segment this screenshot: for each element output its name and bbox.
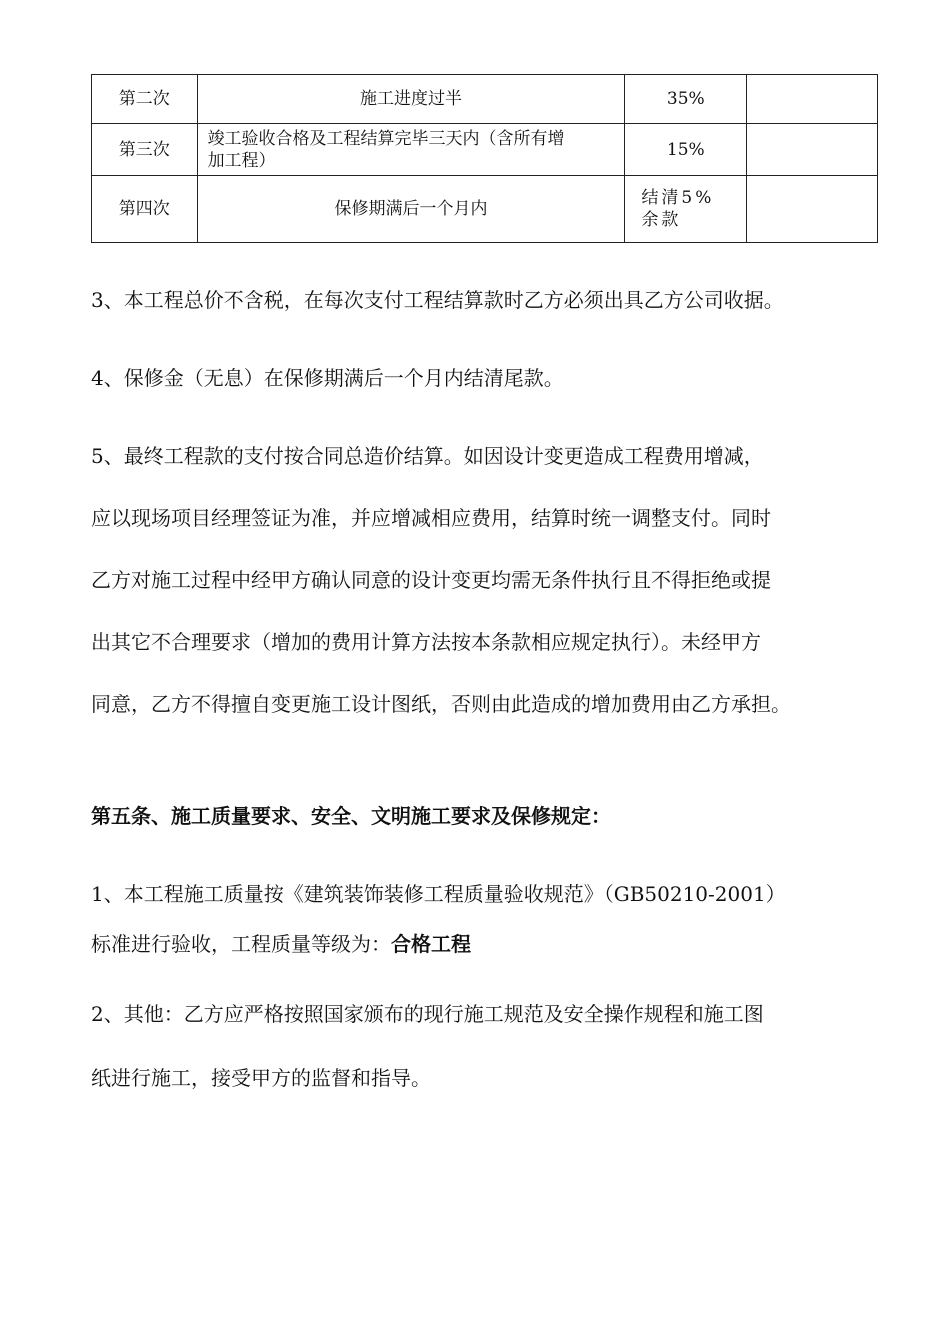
clause-item-3: 3、本工程总价不含税，在每次支付工程结算款时乙方必须出具乙方公司收据。 [91,288,784,312]
ratio-cell: 35% [625,75,747,124]
installment-cell: 第四次 [92,176,198,243]
ratio-line: 余款 [641,210,682,230]
condition-cell: 保修期满后一个月内 [197,176,625,243]
note-cell [747,75,878,124]
clause-item-5-line: 乙方对施工过程中经甲方确认同意的设计变更均需无条件执行且不得拒绝或提 [91,568,771,592]
note-cell [747,176,878,243]
clause-item-5-line: 出其它不合理要求（增加的费用计算方法按本条款相应规定执行）。未经甲方 [91,630,761,654]
quality-standard-text: 标准进行验收，工程质量等级为： [91,932,391,956]
condition-cell: 施工进度过半 [197,75,625,124]
quality-grade: 合格工程 [391,932,471,956]
clause-item-4: 4、保修金（无息）在保修期满后一个月内结清尾款。 [91,366,564,390]
section-5-item-1-line: 1、本工程施工质量按《建筑装饰装修工程质量验收规范》（GB50210-2001） [91,882,786,906]
condition-line: 加工程） [207,150,276,171]
installment-cell: 第三次 [92,124,198,176]
clause-item-5-line: 5、最终工程款的支付按合同总造价结算。如因设计变更造成工程费用增减， [91,444,764,468]
section-5-item-2-line: 纸进行施工，接受甲方的监督和指导。 [91,1066,431,1090]
payment-schedule-table [91,74,878,243]
table-row [92,176,878,243]
section-5-item-2-line: 2、其他：乙方应严格按照国家颁布的现行施工规范及安全操作规程和施工图 [91,1002,764,1026]
condition-cell [197,124,625,176]
installment-cell: 第二次 [92,75,198,124]
clause-item-5-line: 应以现场项目经理签证为准，并应增减相应费用，结算时统一调整支付。同时 [91,506,771,530]
note-cell [747,124,878,176]
ratio-cell: 15% [625,124,747,176]
ratio-cell [625,176,747,243]
table-row [92,75,878,124]
ratio-line: 结清5% [641,188,715,208]
clause-item-5-line: 同意，乙方不得擅自变更施工设计图纸，否则由此造成的增加费用由乙方承担。 [91,692,791,716]
table-row [92,124,878,176]
section-5-heading: 第五条、施工质量要求、安全、文明施工要求及保修规定： [91,804,611,828]
section-5-item-1-line [91,928,471,957]
condition-line: 竣工验收合格及工程结算完毕三天内（含所有增 [207,128,565,149]
